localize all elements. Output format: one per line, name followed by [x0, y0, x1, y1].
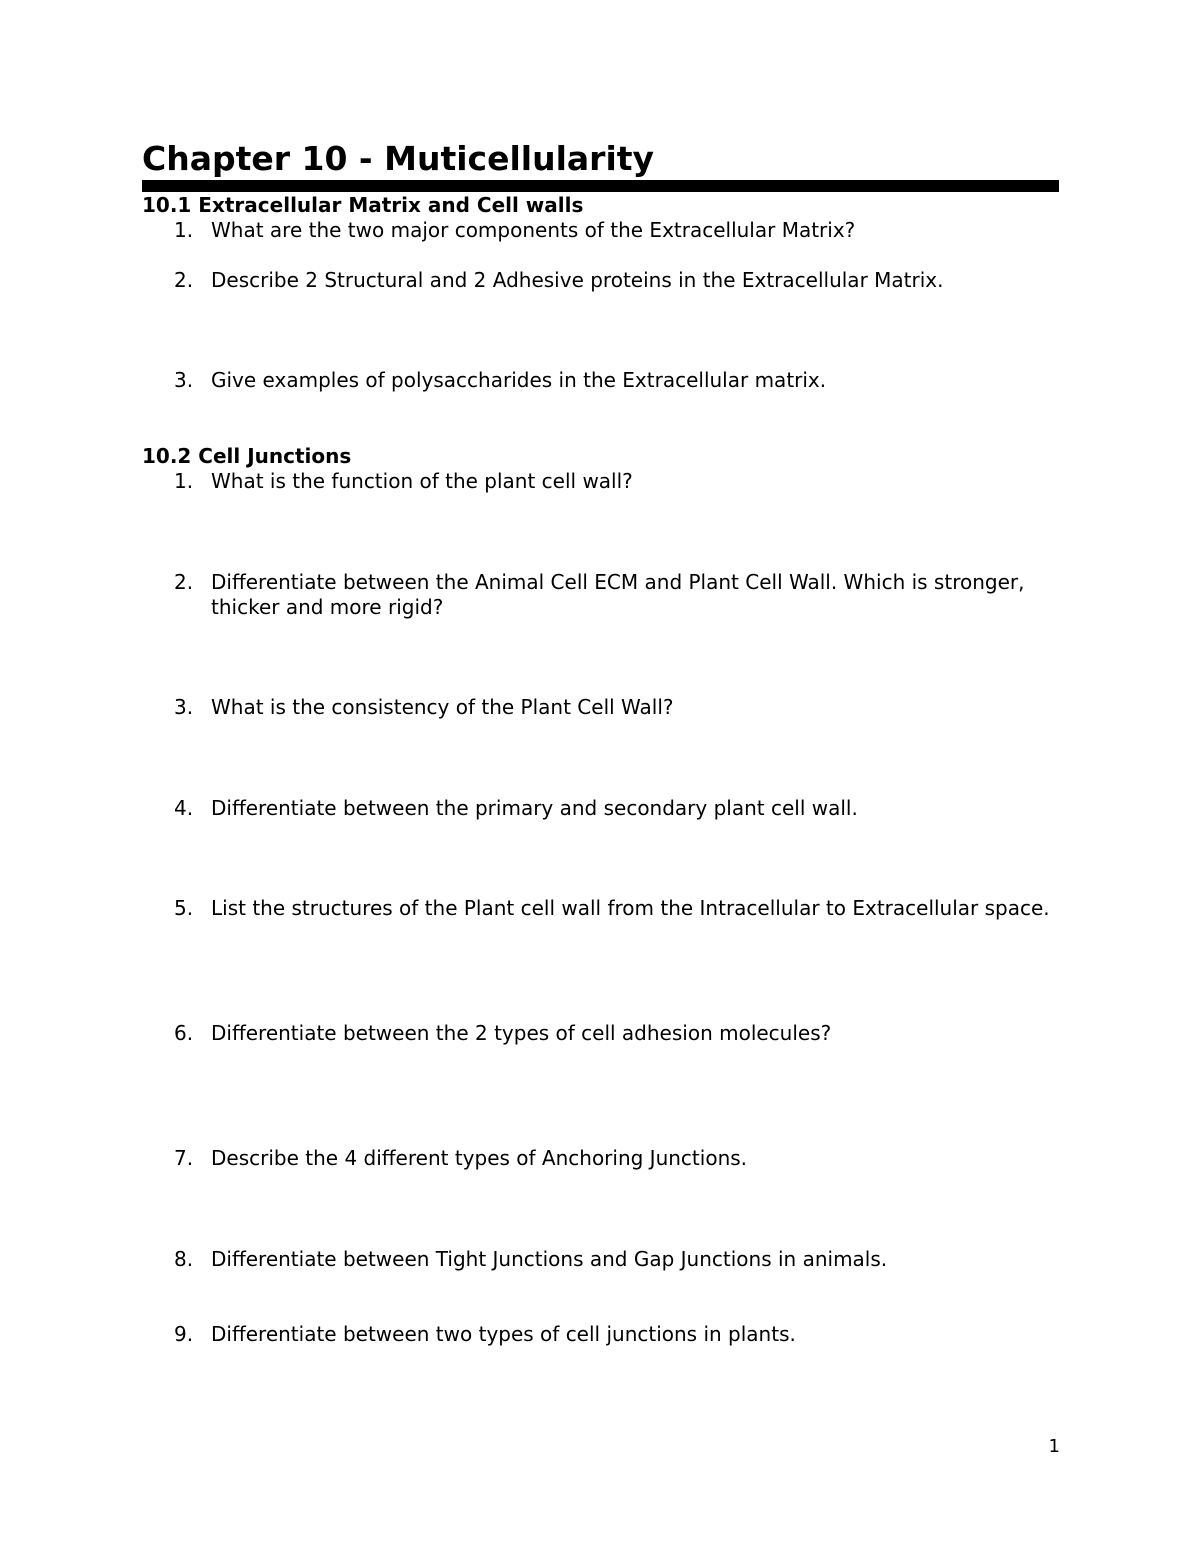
question-number: 7. [174, 1146, 194, 1170]
question-10-2-8 [174, 1247, 1054, 1272]
question-10-1-2 [174, 268, 1054, 293]
question-text: List the structures of the Plant cell wall from the Intracellular to Extracellular space. [211, 896, 1050, 920]
question-text: What is the consistency of the Plant Cell Wall? [211, 695, 674, 719]
page-number: 1 [1048, 1436, 1060, 1457]
question-number: 4. [174, 796, 194, 820]
question-text: Differentiate between the primary and secondary plant cell wall. [211, 796, 858, 820]
question-text: Differentiate between Tight Junctions and Gap Junctions in animals. [211, 1247, 888, 1271]
question-number: 3. [174, 368, 194, 392]
question-number: 3. [174, 695, 194, 719]
question-number: 2. [174, 570, 194, 594]
section-heading-10-2: 10.2 Cell Junctions [142, 444, 352, 468]
question-10-2-5 [174, 896, 1054, 921]
question-10-1-1 [174, 218, 1054, 243]
question-10-2-7 [174, 1146, 1054, 1171]
section-heading-10-1: 10.1 Extracellular Matrix and Cell walls [142, 193, 584, 217]
question-text: Describe the 4 different types of Anchoring Junctions. [211, 1146, 748, 1170]
question-number: 8. [174, 1247, 194, 1271]
question-number: 1. [174, 469, 194, 493]
question-text: Differentiate between the 2 types of cell adhesion molecules? [211, 1021, 832, 1045]
title-underline-rule [142, 180, 1059, 192]
chapter-title: Chapter 10 - Muticellularity [142, 139, 655, 178]
question-text: Describe 2 Structural and 2 Adhesive proteins in the Extracellular Matrix. [211, 268, 944, 292]
question-number: 5. [174, 896, 194, 920]
question-text: Differentiate between the Animal Cell ECM and Plant Cell Wall. Which is stronger, thicker and more rigid? [211, 570, 1025, 619]
question-text: Differentiate between two types of cell junctions in plants. [211, 1322, 796, 1346]
question-text: Give examples of polysaccharides in the Extracellular matrix. [211, 368, 827, 392]
question-10-2-4 [174, 796, 1054, 821]
question-number: 9. [174, 1322, 194, 1346]
question-text: What is the function of the plant cell wall? [211, 469, 633, 493]
question-text: What are the two major components of the Extracellular Matrix? [211, 218, 856, 242]
question-number: 1. [174, 218, 194, 242]
question-number: 2. [174, 268, 194, 292]
question-10-2-6 [174, 1021, 1054, 1046]
question-10-2-1 [174, 469, 1054, 494]
question-10-2-9 [174, 1322, 1054, 1347]
question-10-2-2 [174, 570, 1054, 620]
question-number: 6. [174, 1021, 194, 1045]
question-10-2-3 [174, 695, 1054, 720]
question-10-1-3 [174, 368, 1054, 393]
